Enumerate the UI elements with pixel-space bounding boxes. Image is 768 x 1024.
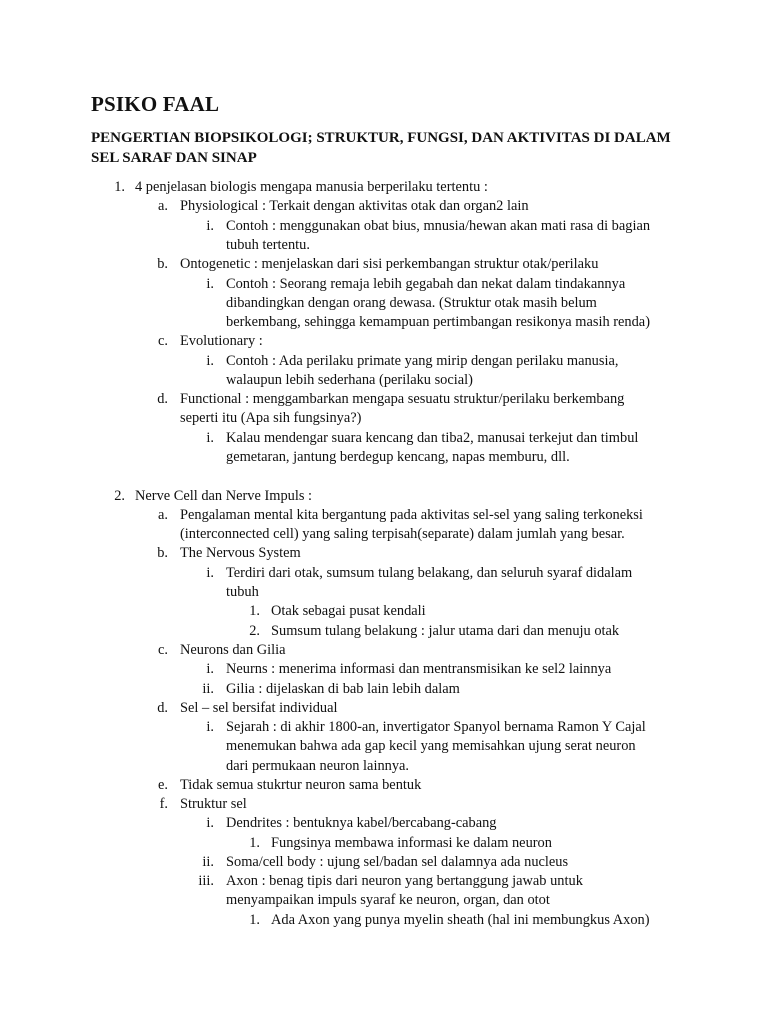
- list-item-2f-ii: Soma/cell body : ujung sel/badan sel dalamnya ada nucleus: [226, 854, 569, 870]
- list-marker: b.: [157, 545, 168, 561]
- list-item-1: 4 penjelasan biologis mengapa manusia berperilaku tertentu :: [135, 179, 488, 195]
- list-item-2f-iii-1: Ada Axon yang punya myelin sheath (hal ini membungkus Axon): [271, 912, 650, 928]
- list-item-2b-i-line-1: Terdiri dari otak, sumsum tulang belakang, dan seluruh syaraf didalam: [226, 565, 633, 581]
- list-marker: 1.: [249, 603, 260, 619]
- list-item-2c-i: Neurns : menerima informasi dan mentransmisikan ke sel2 lainnya: [226, 661, 612, 677]
- list-marker: i.: [206, 661, 214, 677]
- list-item-2a-line-1: Pengalaman mental kita bergantung pada aktivitas sel-sel yang saling terkoneksi: [180, 507, 643, 523]
- section-heading-line-2: SEL SARAF DAN SINAP: [91, 150, 257, 166]
- list-item-2f: Struktur sel: [180, 796, 247, 812]
- list-item-1c: Evolutionary :: [180, 333, 263, 349]
- list-item-1b: Ontogenetic : menjelaskan dari sisi perkembangan struktur otak/perilaku: [180, 256, 599, 272]
- list-item-2b-i-line-2: tubuh: [226, 584, 259, 600]
- list-marker: 2.: [114, 488, 125, 504]
- list-item-2: Nerve Cell dan Nerve Impuls :: [135, 488, 313, 504]
- list-item-1d-i-line-2: gemetaran, jantung berdegup kencang, napas memburu, dll.: [226, 449, 570, 465]
- list-item-2a-line-2: (interconnected cell) yang saling terpisah(separate) dalam jumlah yang besar.: [180, 526, 625, 542]
- list-item-2c-ii: Gilia : dijelaskan di bab lain lebih dalam: [226, 681, 460, 697]
- section-heading: [91, 128, 691, 168]
- list-marker: f.: [159, 796, 168, 812]
- list-marker: d.: [157, 391, 168, 407]
- list-marker: i.: [206, 565, 214, 581]
- list-marker: a.: [158, 198, 168, 214]
- list-item-2e: Tidak semua stukrtur neuron sama bentuk: [180, 777, 422, 793]
- list-item-1d-line-1: Functional : menggambarkan mengapa sesuatu struktur/perilaku berkembang: [180, 391, 625, 407]
- list-item-2f-i-1: Fungsinya membawa informasi ke dalam neuron: [271, 835, 552, 851]
- list-marker: i.: [206, 719, 214, 735]
- list-item-2b: The Nervous System: [180, 545, 301, 561]
- list-item-1d-i-line-1: Kalau mendengar suara kencang dan tiba2, manusai terkejut dan timbul: [226, 430, 639, 446]
- list-marker: 1.: [249, 912, 260, 928]
- list-marker: i.: [206, 276, 214, 292]
- list-item-2d-i-line-1: Sejarah : di akhir 1800-an, invertigator Spanyol bernama Ramon Y Cajal: [226, 719, 646, 735]
- list-item-2b-i-2: Sumsum tulang belakung : jalur utama dari dan menuju otak: [271, 623, 620, 639]
- list-marker: d.: [157, 700, 168, 716]
- list-item-1a-i-line-1: Contoh : menggunakan obat bius, mnusia/hewan akan mati rasa di bagian: [226, 218, 651, 234]
- section-heading-line-1: PENGERTIAN BIOPSIKOLOGI; STRUKTUR, FUNGSI, DAN AKTIVITAS DI DALAM: [91, 130, 671, 146]
- list-item-1c-i-line-2: walaupun lebih sederhana (perilaku social): [226, 372, 473, 388]
- list-marker: i.: [206, 815, 214, 831]
- list-item-2b-i-1: Otak sebagai pusat kendali: [271, 603, 426, 619]
- list-marker: i.: [206, 218, 214, 234]
- list-marker: a.: [158, 507, 168, 523]
- list-item-2f-iii-line-2: menyampaikan impuls syaraf ke neuron, organ, dan otot: [226, 892, 550, 908]
- list-marker: c.: [158, 642, 168, 658]
- list-marker: iii.: [198, 873, 214, 889]
- list-item-2f-iii-line-1: Axon : benag tipis dari neuron yang bertanggung jawab untuk: [226, 873, 583, 889]
- list-marker: c.: [158, 333, 168, 349]
- list-item-1b-i-line-3: berkembang, sehingga kemampuan pertimbangan resikonya masih renda): [226, 314, 650, 330]
- list-marker: i.: [206, 430, 214, 446]
- list-item-1c-i-line-1: Contoh : Ada perilaku primate yang mirip dengan perilaku manusia,: [226, 353, 619, 369]
- list-item-1a: Physiological : Terkait dengan aktivitas otak dan organ2 lain: [180, 198, 529, 214]
- list-item-2d-i-line-2: menemukan bahwa ada gap kecil yang memisahkan ujung serat neuron: [226, 738, 636, 754]
- list-marker: i.: [206, 353, 214, 369]
- page-title: PSIKO FAAL: [91, 92, 220, 116]
- list-marker: 1.: [249, 835, 260, 851]
- list-item-1d-line-2: seperti itu (Apa sih fungsinya?): [180, 410, 362, 426]
- list-marker: ii.: [202, 854, 214, 870]
- list-item-2c: Neurons dan Gilia: [180, 642, 286, 658]
- list-item-2d-i-line-3: dari permukaan neuron lainnya.: [226, 758, 410, 774]
- list-marker: ii.: [202, 681, 214, 697]
- list-marker: 1.: [114, 179, 125, 195]
- list-item-1a-i-line-2: tubuh tertentu.: [226, 237, 310, 253]
- list-item-2d: Sel – sel bersifat individual: [180, 700, 338, 716]
- list-marker: b.: [157, 256, 168, 272]
- list-marker: e.: [158, 777, 168, 793]
- list-item-2f-i: Dendrites : bentuknya kabel/bercabang-cabang: [226, 815, 497, 831]
- list-item-1b-i-line-1: Contoh : Seorang remaja lebih gegabah dan nekat dalam tindakannya: [226, 276, 626, 292]
- list-item-1b-i-line-2: dibandingkan dengan orang dewasa. (Struktur otak masih belum: [226, 295, 597, 311]
- list-marker: 2.: [249, 623, 260, 639]
